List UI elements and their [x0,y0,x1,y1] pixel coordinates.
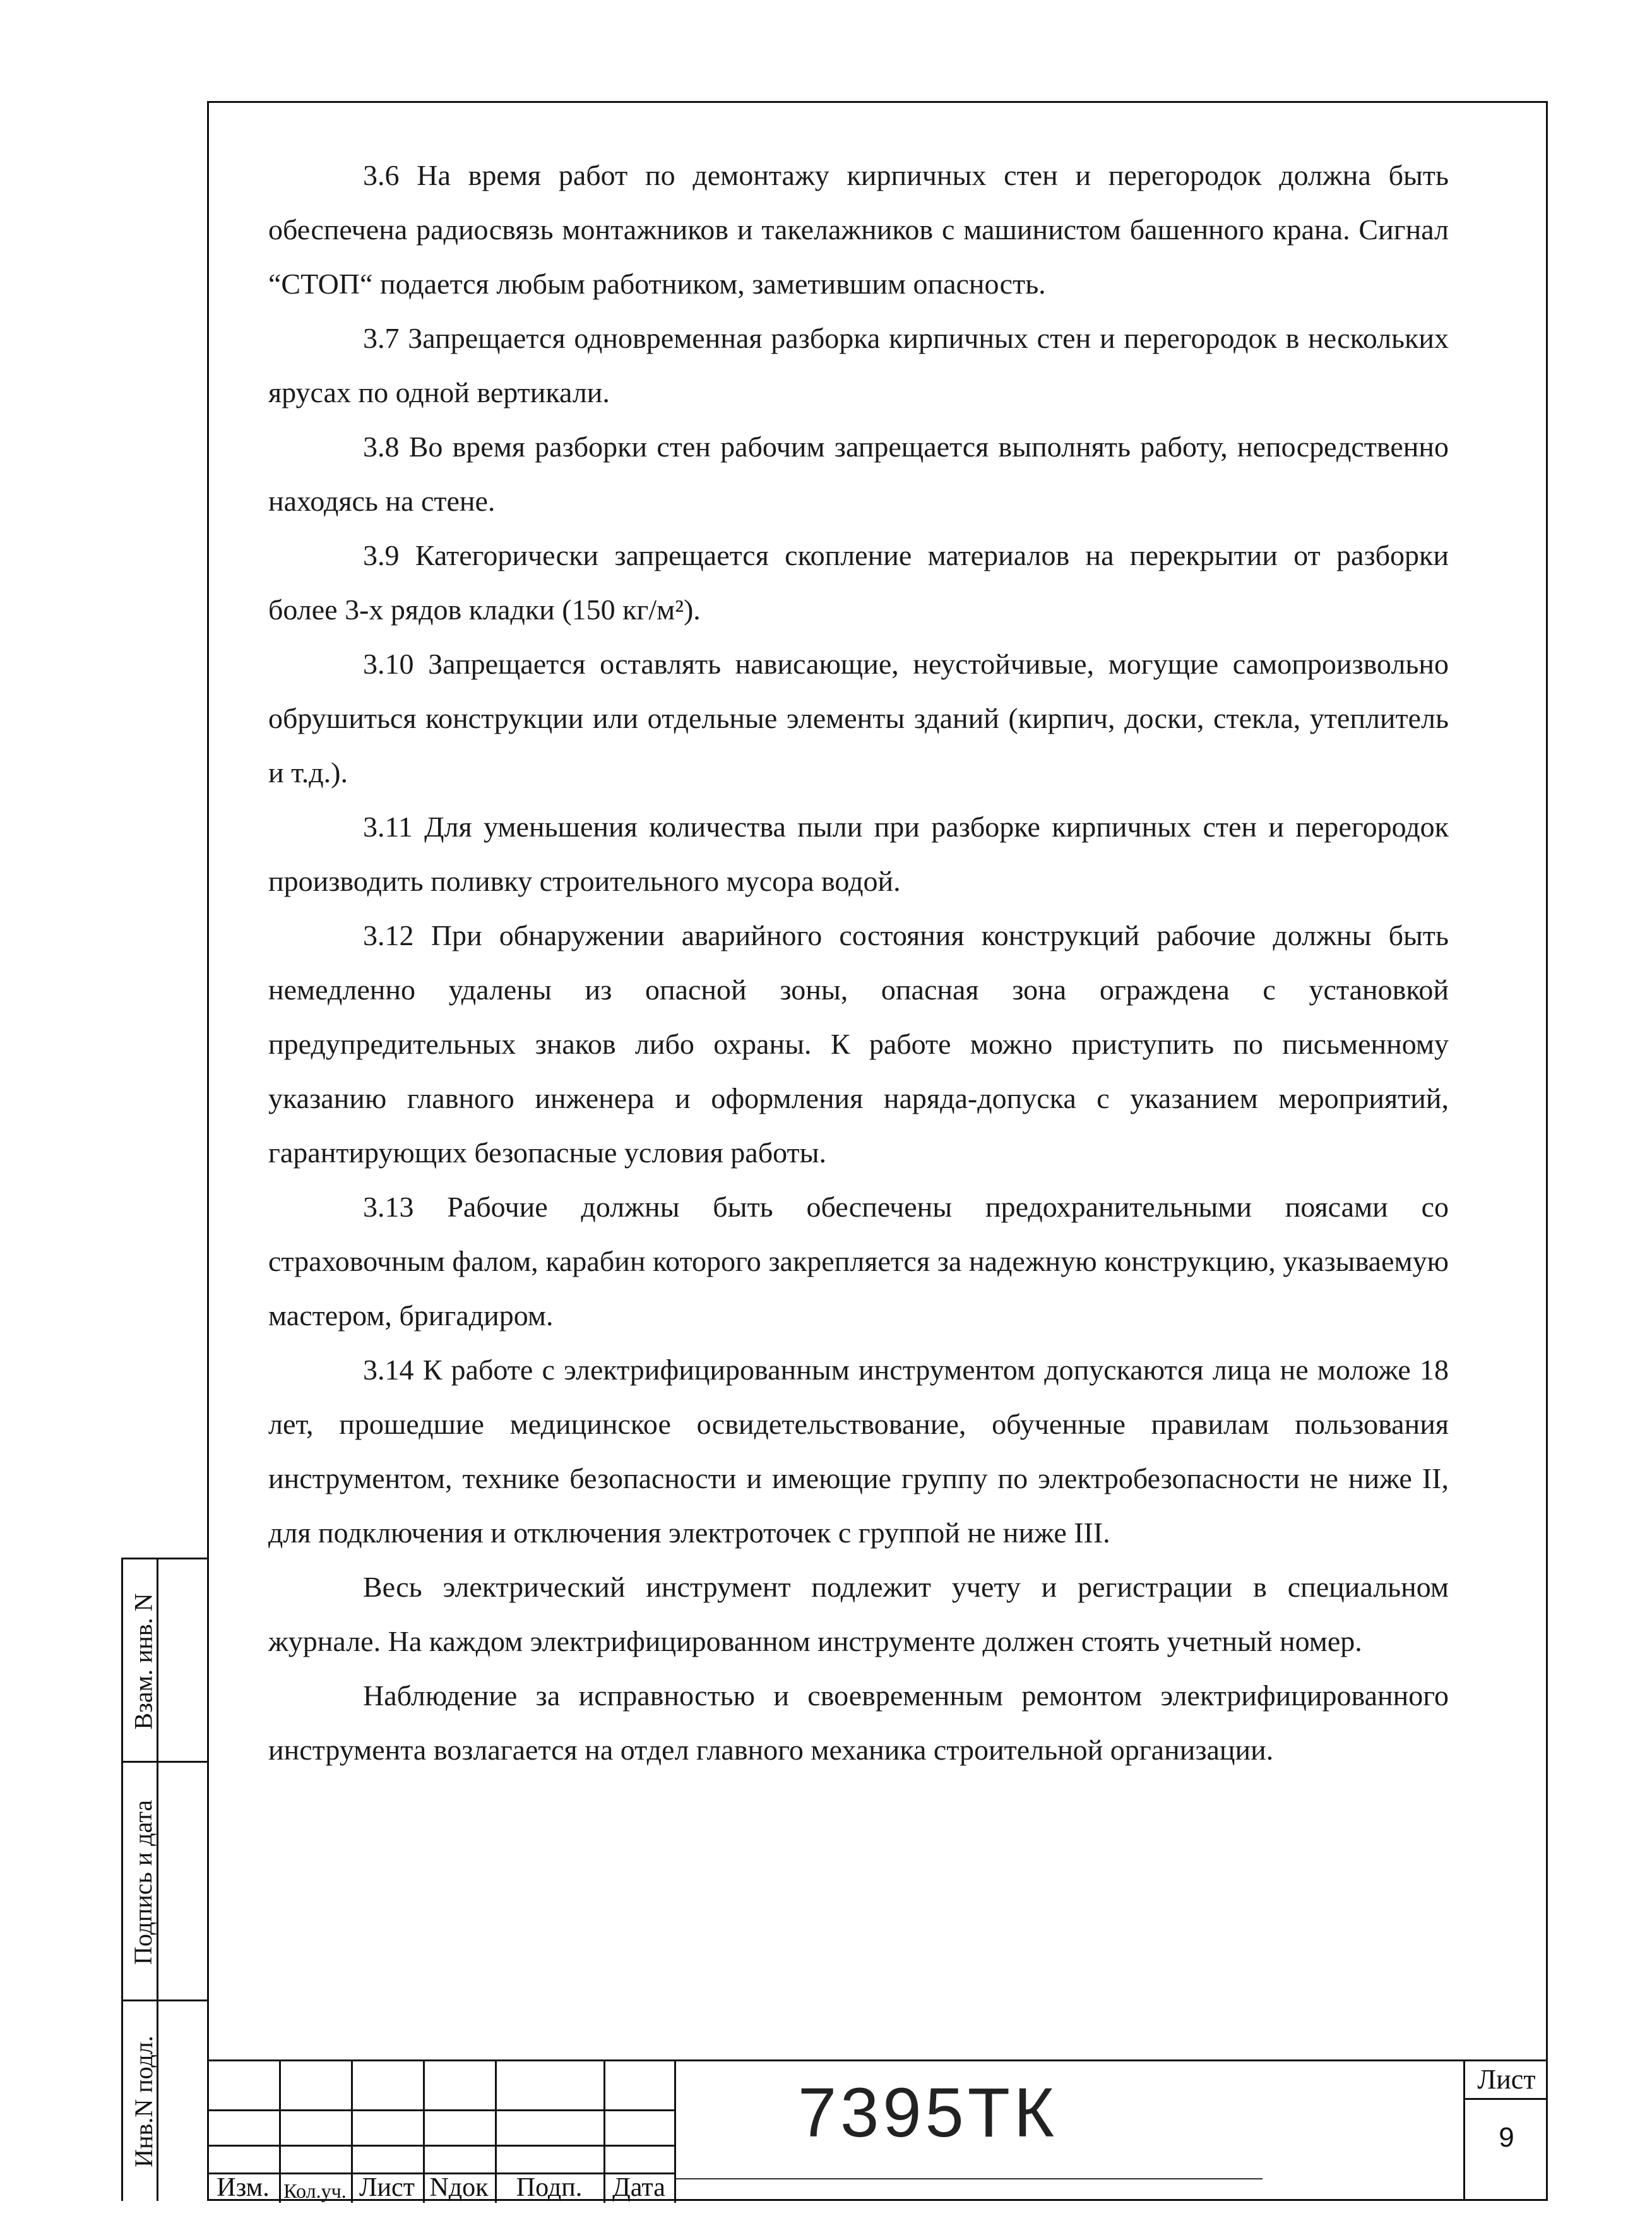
paragraph-3-12: 3.12 При обнаружении аварийного состояния конструкций рабочие должны быть немедленно удалены из опасной зоны, опасная зона ограждена с установкой предупредительных знаков либо охраны. К работе можно приступить по письменному указанию главного инженера и оформления наряда-допуска с указанием мероприятий, гарантирующих безопасные условия работы. [268,919,1449,1169]
paragraph-3-9: 3.9 Категорически запрещается скопление материалов на перекрытии от разборки более 3-х рядов кладки (150 кг/м²). [268,539,1449,626]
paragraph-3-10: 3.10 Запрещается оставлять нависающие, неустойчивые, могущие самопроизвольно обрушиться конструкции или отдельные элементы зданий (кирпич, доски, стекла, утеплитель и т.д.). [268,648,1449,789]
paragraph-3-11: 3.11 Для уменьшения количества пыли при разборке кирпичных стен и перегородок производить поливку строительного мусора водой. [268,811,1449,897]
side-label-inv-original: Инв.N подл. [129,2035,158,2167]
paragraph-instrument-registration: Весь электрический инструмент подлежит учету и регистрации в специальном журнале. На каждом электрифицированном инструменте должен стоять учетный номер. [268,1571,1449,1657]
header-kol-uch: Кол.уч. [283,2179,347,2202]
side-label-inv-replace: Взам. инв. N [129,1592,158,1730]
revision-table [207,2061,674,2203]
document-code-underline [675,2178,1263,2179]
side-label-signature-date: Подпись и дата [129,1799,158,1965]
paragraph-3-6: 3.6 На время работ по демонтажу кирпичных стен и перегородок должна быть обеспечена радиосвязь монтажников и такелажников с машинистом башенного крана. Сигнал “СТОП“ подается любым работником, заметившим опасность. [268,159,1449,300]
sheet-label: Лист [1465,2059,1548,2100]
side-stamp-strip [121,1558,207,2201]
paragraph-3-8: 3.8 Во время разборки стен рабочим запрещается выполнять работу, непосредственно находясь на стене. [268,431,1449,517]
header-izm: Изм. [217,2174,270,2202]
header-ndok: Nдок [429,2174,489,2202]
paragraph-3-7: 3.7 Запрещается одновременная разборка кирпичных стен и перегородок в нескольких ярусах по одной вертикали. [268,322,1449,408]
paragraph-3-13: 3.13 Рабочие должны быть обеспечены предохранительными поясами со страховочным фалом, карабин которого закрепляется за надежную конструкцию, указываемую мастером, бригадиром. [268,1191,1449,1332]
header-list: Лист [359,2174,415,2202]
header-podp: Подп. [516,2174,583,2202]
sheet-number-box [1463,2059,1548,2201]
document-code: 7395ТК [798,2074,1058,2152]
body-text [268,148,1449,1777]
header-data: Дата [612,2174,665,2202]
sheet-number: 9 [1499,2122,1514,2153]
paragraph-3-14: 3.14 К работе с электрифицированным инструментом допускаются лица не моложе 18 лет, прошедшие медицинское освидетельствование, обученные правилам пользования инструментом, технике безопасности и имеющие группу по электробезопасности не ниже II, для подключения и отключения электроточек с группой не ниже III. [268,1354,1449,1549]
paragraph-instrument-maintenance: Наблюдение за исправностью и своевременным ремонтом электрифицированного инструмента возлагается на отдел главного механика строительной организации. [268,1679,1449,1766]
